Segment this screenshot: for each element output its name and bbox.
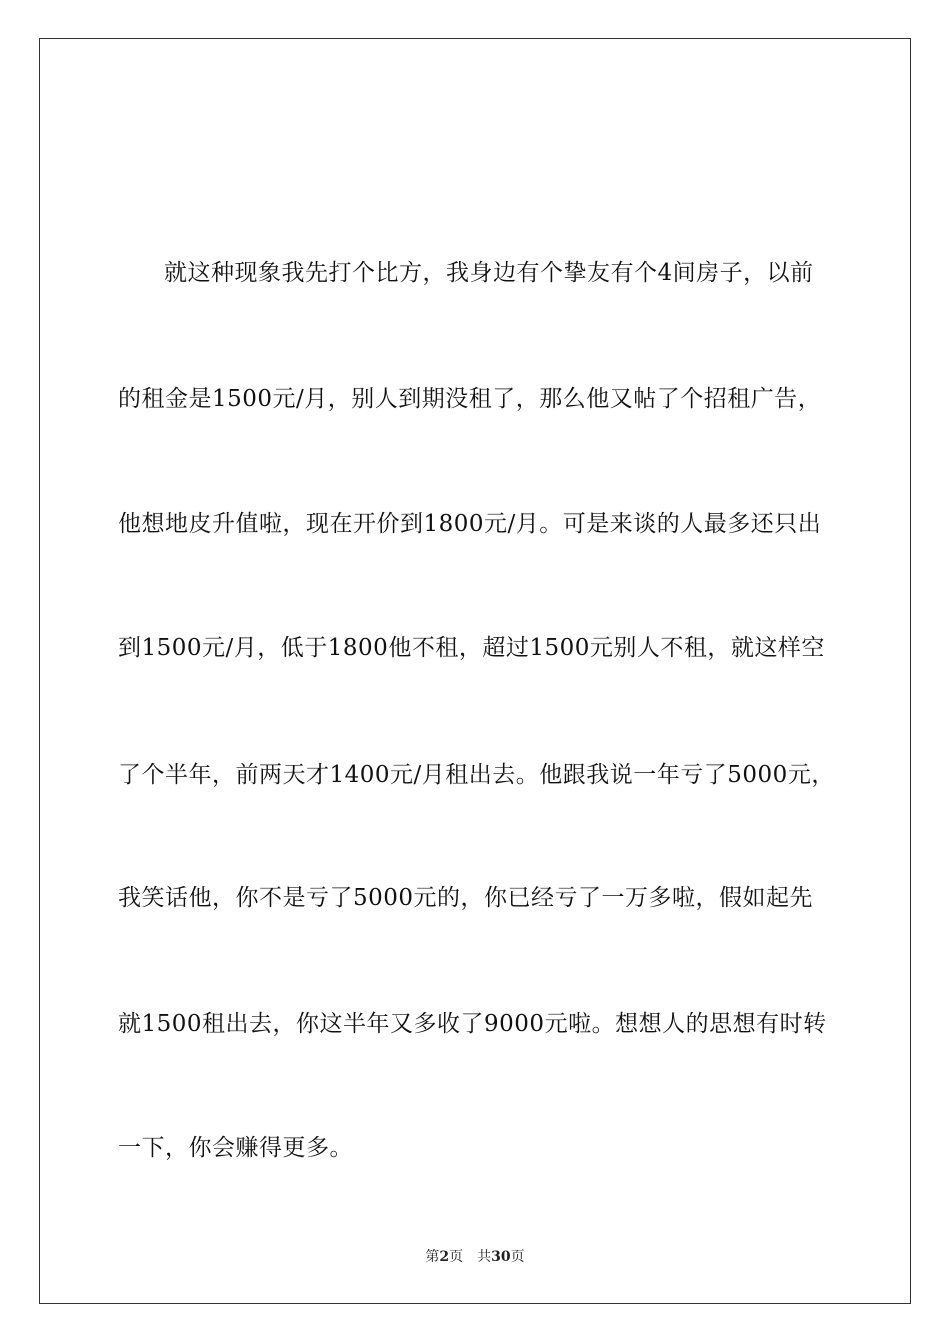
footer-total-pages: 30 [491,1249,511,1265]
page-footer [0,1248,950,1266]
paragraph-line-6: 我笑话他，你不是亏了5000元的，你已经亏了一万多啦，假如起先 [118,885,814,911]
paragraph-line-2: 的租金是1500元/月，别人到期没租了，那么他又帖了个招租广告， [118,386,822,412]
footer-page-number: 2 [439,1249,450,1265]
paragraph-line-3: 他想地皮升值啦，现在开价到1800元/月。可是来谈的人最多还只出 [118,511,822,537]
footer-page-suffix: 页 [449,1249,464,1265]
paragraph-line-4: 到1500元/月，低于1800他不租，超过1500元别人不租，就这样空 [118,635,825,661]
paragraph-line-1: 就这种现象我先打个比方，我身边有个挚友有个4间房子，以前 [164,260,814,286]
paragraph-line-8: 一下，你会赚得更多。 [118,1135,353,1161]
page-border [39,38,911,1304]
paragraph-line-5: 了个半年，前两天才1400元/月租出去。他跟我说一年亏了5000元， [118,762,835,788]
footer-total-suffix: 页 [510,1249,525,1265]
paragraph-line-7: 就1500租出去，你这半年又多收了9000元啦。想想人的思想有时转 [118,1011,827,1037]
footer-total-prefix: 共 [477,1249,492,1265]
footer-page-prefix: 第 [425,1249,440,1265]
